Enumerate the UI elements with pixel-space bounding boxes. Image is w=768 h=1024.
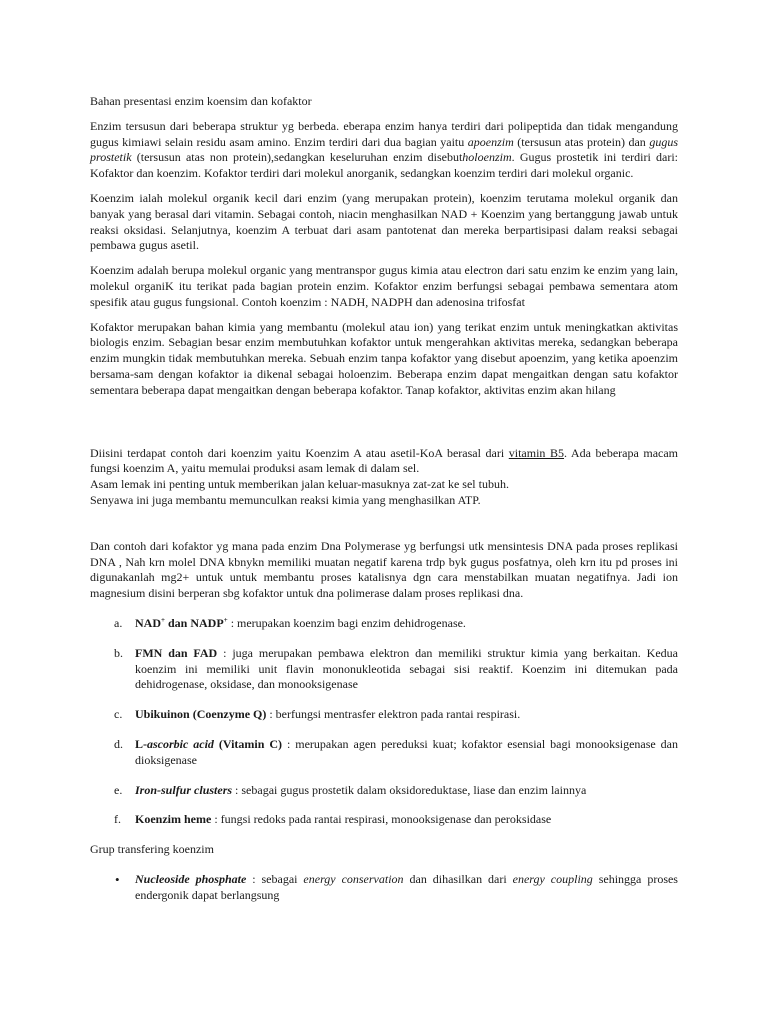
kofaktor-list (90, 616, 678, 828)
paragraph-asam-lemak: Asam lemak ini penting untuk memberikan jalan keluar-masuknya zat-zat ke sel tubuh. (90, 477, 509, 492)
list-item-heme: f. Koenzim heme : fungsi redoks pada rantai respirasi, monooksigenase dan peroksidase (114, 812, 552, 827)
list-item-nucleoside-phosphate: • Nucleoside phosphate : sebagai energy conservation dan dihasilkan dari energy coupling sehingga proses endergonik dapat berlangsung (115, 871, 678, 902)
paragraph-kofaktor: Kofaktor merupakan bahan kimia yang membantu (molekul atau ion) yang terikat enzim untuk meningkatkan aktivitas biologis enzim. Sebagian besar enzim membutuhkan kofaktor untuk mengerahkan aktivitas mereka, sedangkan beberapa enzim mungkin tidak membutuhkan mereka. Sebuah enzim tanpa kofaktor yang disebut apoenzim, yang ketika apoenzim bersama-sam dengan kofaktor ia dikenal sebagai holoenzim. Beberapa enzim dapat mengaitkan dengan satu kofaktor sementara beberapa dapat mengaitkan dengan beberapa kofaktor. Tanap kofaktor, aktivitas enzim akan hilang (90, 319, 678, 397)
list-marker: d. (114, 736, 123, 751)
paragraph-koenzim-a-example: Diisini terdapat contoh dari koenzim yaitu Koenzim A atau asetil-KoA berasal dari vitamin B5. Ada beberapa macam fungsi koenzim A, yaitu memulai produksi asam lemak di dalam sel. (90, 445, 679, 476)
document-body (90, 94, 678, 917)
paragraph-dna-polymerase: Dan contoh dari kofaktor yg mana pada enzim Dna Polymerase yg berfungsi utk mensintesis DNA pada proses replikasi DNA , Nah krn molel DNA kbnykn memiliki muatan negatif karena trdp byk gugus posfatnya, oleh krn itu pd proses ini digunakanlah mg2+ untuk untuk membantu proses katalisnya dgn cara menstabilkan muatan negatifnya. Jadi ion magnesium disini berperan sbg kofaktor untuk dna polimerase dalam proses replikasi dna. (90, 538, 678, 601)
transfer-koenzim-list (90, 872, 678, 904)
paragraph-enzim-structure: Enzim tersusun dari beberapa struktur yg berbeda. eberapa enzim hanya terdiri dari polipeptida dan tidak mengandung gugus kimiawi selain residu asam amino. Enzim terdiri dari dua bagian yaitu apoenzim (tersusun atas protein) dan gugus prostetik (tersusun atas non protein),sedangkan keseluruhan enzim disebutholoenzim. Gugus prostetik ini terdiri dari: Kofaktor dan koenzim. Kofaktor terdiri dari molekul anorganik, sedangkan koenzim terdiri dari molekul organic. (90, 118, 679, 181)
paragraph-atp: Senyawa ini juga membantu memunculkan reaksi kimia yang menghasilkan ATP. (90, 492, 481, 507)
document-title: Bahan presentasi enzim koensim dan kofaktor (90, 94, 312, 108)
paragraph-koenzim-definition: Koenzim ialah molekul organik kecil dari enzim (yang merupakan protein), koenzim terutama molekul organik dan banyak yang berasal dari vitamin. Sebagai contoh, niacin menghasilkan NAD + Koenzim yang bertanggung jawab untuk reaksi oksidasi. Selanjutnya, koenzim A terbuat dari asam pantotenat dan mereka berpartisipasi dalam reaksi sebagai pembawa gugus asetil. (90, 190, 678, 253)
list-item-fmn-fad: b. FMN dan FAD : juga merupakan pembawa elektron dan memiliki struktur kimia yang berkaitan. Kedua koenzim ini memiliki unit flavin mononukleotida sebagai sisi reaktif. Koenzim ini ditemukan pada dehidrogenase, oksidase, dan monooksigenase (114, 645, 678, 692)
list-marker: f. (114, 812, 121, 827)
list-marker: e. (114, 782, 123, 797)
section-heading-grup-transfering: Grup transfering koenzim (90, 842, 214, 857)
term-holoenzim: holoenzim (462, 150, 512, 165)
bullet-marker: • (115, 871, 120, 887)
term-gugus-prostetik: gugus prostetik (90, 134, 678, 165)
blank-space (90, 509, 678, 539)
list-marker: c. (114, 707, 123, 722)
paragraph-koenzim-transport: Koenzim adalah berupa molekul organic yang mentranspor gugus kimia atau electron dari satu enzim ke enzim yang lain, molekul organiK itu terikat pada bagian protein enzim. Kofaktor enzim berfungsi sebagai pembawa sementara atom spesifik atau gugus fungsional. Contoh koenzim : NADH, NADPH dan adenosina trifosfat (90, 263, 678, 309)
list-item-nad: a. NAD+ dan NADP+ : merupakan koenzim bagi enzim dehidrogenase. (114, 615, 466, 630)
vitamin-b5-link[interactable]: vitamin B5 (508, 445, 565, 460)
list-item-vitamin-c: d. L-ascorbic acid (Vitamin C) : merupakan agen pereduksi kuat; kofaktor esensial bagi monooksigenase dan dioksigenase (114, 736, 678, 767)
list-item-ubikuinon: c. Ubikuinon (Coenzyme Q) : berfungsi mentrasfer elektron pada rantai respirasi. (114, 707, 521, 722)
term-apoenzim: apoenzim (467, 134, 514, 149)
list-item-iron-sulfur: e. Iron-sulfur clusters : sebagai gugus prostetik dalam oksidoreduktase, liase dan enzim lainnya (114, 782, 587, 797)
list-marker: b. (114, 645, 123, 660)
list-marker: a. (114, 615, 123, 630)
blank-space (90, 408, 678, 446)
